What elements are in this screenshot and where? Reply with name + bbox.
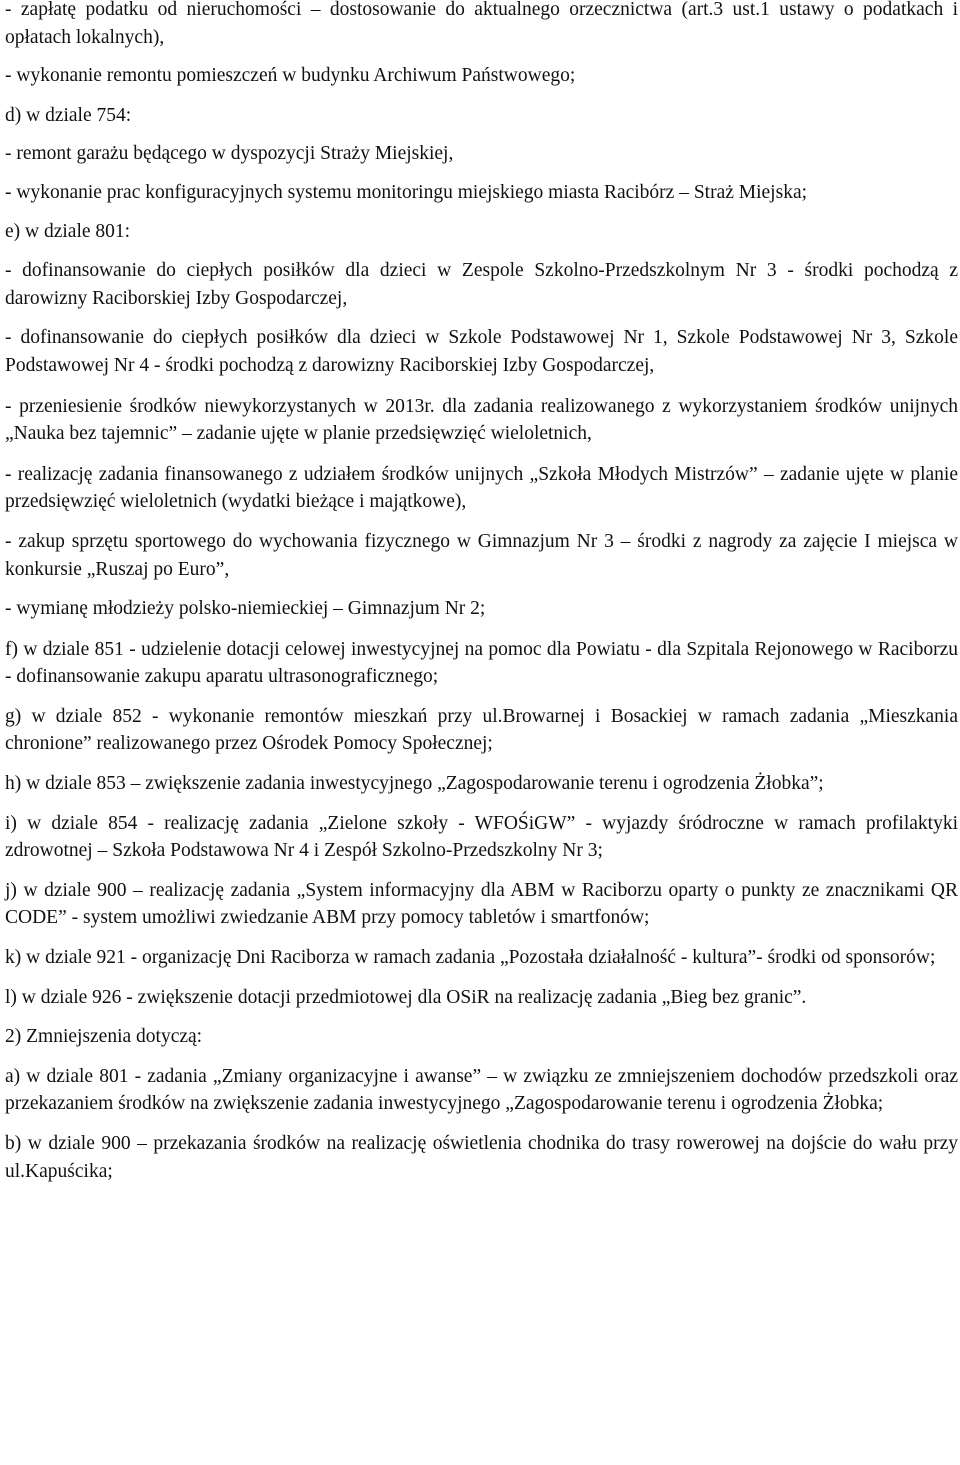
paragraph: j) w dziale 900 – realizację zadania „System informacyjny dla ABM w Raciborzu oparty o punkty ze znacznikami QR CODE” - system umożliwi zwiedzanie ABM przy pomocy tabletów i smartfonów; [5,879,958,929]
paragraph: - realizację zadania finansowanego z udziałem środków unijnych „Szkoła Młodych Mistrzów” – zadanie ujęte w planie przedsięwzięć wieloletnich (wydatki bieżące i majątkowe), [5,463,958,513]
paragraph: - remont garażu będącego w dyspozycji Straży Miejskiej, [5,143,454,165]
paragraph: - zakup sprzętu sportowego do wychowania fizycznego w Gimnazjum Nr 3 – środki z nagrody za zajęcie I miejsca w konkursie „Ruszaj po Euro”, [5,530,958,580]
paragraph: - przeniesienie środków niewykorzystanych w 2013r. dla zadania realizowanego z wykorzystaniem środków unijnych „Nauka bez tajemnic” – zadanie ujęte w planie przedsięwzięć wieloletnich, [5,395,958,445]
paragraph: - wykonanie prac konfiguracyjnych systemu monitoringu miejskiego miasta Racibórz – Straż Miejska; [5,181,808,203]
paragraph: e) w dziale 801: [5,220,131,242]
paragraph: - zapłatę podatku od nieruchomości – dostosowanie do aktualnego orzecznictwa (art.3 ust.1 ustawy o podatkach i opłatach lokalnych), [5,0,958,48]
paragraph: a) w dziale 801 - zadania „Zmiany organizacyjne i awanse” – w związku ze zmniejszeniem dochodów przedszkoli oraz przekazaniem środków na zwiększenie zadania inwestycyjnego „Zagospodarowanie terenu i ogrodzenia Żłobka; [5,1065,958,1115]
paragraph: f) w dziale 851 - udzielenie dotacji celowej inwestycyjnej na pomoc dla Powiatu - dla Szpitala Rejonowego w Raciborzu - dofinansowanie zakupu aparatu ultrasonograficznego; [5,638,958,688]
paragraph: - dofinansowanie do ciepłych posiłków dla dzieci w Zespole Szkolno-Przedszkolnym Nr 3 - środki pochodzą z darowizny Raciborskiej Izby Gospodarczej, [5,260,958,309]
paragraph: k) w dziale 921 - organizację Dni Raciborza w ramach zadania „Pozostała działalność - kultura”- środki od sponsorów; [5,947,936,969]
paragraph: - wykonanie remontu pomieszczeń w budynku Archiwum Państwowego; [5,65,576,87]
paragraph: i) w dziale 854 - realizację zadania „Zielone szkoły - WFOŚiGW” - wyjazdy śródroczne w ramach profilaktyki zdrowotnej – Szkoła Podstawowa Nr 4 i Zespół Szkolno-Przedszkolny Nr 3; [5,812,958,862]
paragraph: 2) Zmniejszenia dotyczą: [5,1026,203,1048]
paragraph: d) w dziale 754: [5,104,132,126]
paragraph: l) w dziale 926 - zwiększenie dotacji przedmiotowej dla OSiR na realizację zadania „Bieg bez granic”. [5,986,807,1008]
paragraph: h) w dziale 853 – zwiększenie zadania inwestycyjnego „Zagospodarowanie terenu i ogrodzenia Żłobka”; [5,773,824,795]
paragraph: b) w dziale 900 – przekazania środków na realizację oświetlenia chodnika do trasy rowerowej na dojście do wału przy ul.Kapuścika; [5,1133,958,1182]
paragraph: - dofinansowanie do ciepłych posiłków dla dzieci w Szkole Podstawowej Nr 1, Szkole Podstawowej Nr 3, Szkole Podstawowej Nr 4 - środki pochodzą z darowizny Raciborskiej Izby Gospodarczej, [5,327,958,376]
paragraph: - wymianę młodzieży polsko-niemieckiej – Gimnazjum Nr 2; [5,598,486,620]
paragraph: g) w dziale 852 - wykonanie remontów mieszkań przy ul.Browarnej i Bosackiej w ramach zadania „Mieszkania chronione” realizowanego przez Ośrodek Pomocy Społecznej; [5,705,958,755]
